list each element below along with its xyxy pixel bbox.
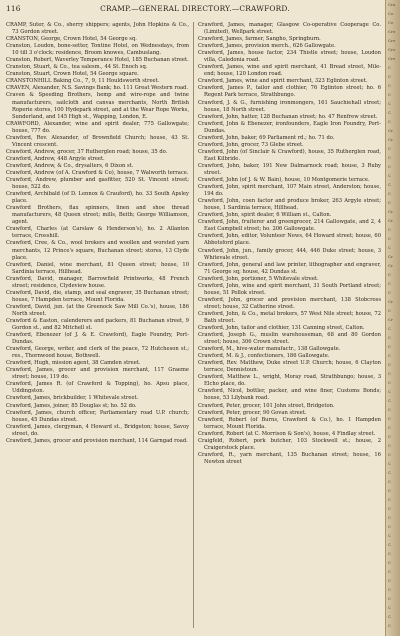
margin-fragment: C bbox=[388, 434, 392, 439]
directory-entry: CRAVEN, Alexander, N.S. Savings Bank; ho. 111 Great Western road. bbox=[6, 85, 189, 92]
margin-fragment: C bbox=[388, 560, 392, 565]
margin-fragment: C bbox=[388, 470, 392, 475]
margin-fragment: C bbox=[388, 443, 392, 448]
margin-fragment: C bbox=[388, 596, 392, 601]
margin-fragment: Cre bbox=[388, 56, 396, 61]
margin-fragment: Ce bbox=[388, 20, 394, 25]
margin-fragment: C bbox=[388, 380, 392, 385]
directory-entry: Crawford, David, jun. (at the Greenock Saw Mill Co.'s), house, 186 North street. bbox=[6, 303, 189, 317]
directory-entry: Crawford, James, house factor, 234 Thistle street; house, Loudon villa, Caledonia road. bbox=[198, 50, 381, 64]
directory-entry: Crawford, John, baker, 191 New Dalmarnock road; house, 3 Ruby street. bbox=[198, 162, 381, 176]
directory-entry: Crawford, John, grocer and provision merchant, 138 Stobcross street; house, 32 Catherine street. bbox=[198, 296, 381, 310]
margin-fragment: C bbox=[388, 290, 392, 295]
directory-entry: Crawford, James, brickbuilder, 1 Whitevale street. bbox=[6, 395, 139, 402]
directory-entry: CRANSTONHILL Baking Co., 7, 9, 11 Houldsworth street. bbox=[6, 78, 160, 85]
margin-fragment: Cre bbox=[388, 38, 396, 43]
directory-entry: Crawford, Rev. Alexander, of Brownfield Church; house, 43 St. Vincent crescent. bbox=[6, 134, 189, 148]
directory-entry: Crawford, Peter, grocer, 101 John street, Bridgeton. bbox=[198, 402, 335, 409]
directory-entry: Crawford, Charles (at Carslaw & Henderson's), ho. 2 Allanton terrace, Crosshill. bbox=[6, 226, 189, 240]
directory-entry: Crawford, John (of Sinclair & Crawford), house, 35 Rutherglen road, East Kilbride. bbox=[198, 148, 381, 162]
directory-entry: Crawford, John, spirit dealer, 6 William st., Calton. bbox=[198, 212, 332, 219]
margin-fragment: C bbox=[388, 551, 392, 556]
directory-entry: Cranston, Loudon, bone-setter, Tontine Hotel, on Wednesdays, from 10 till 3 o'clock; residence, Broom knowes, Cambuslang. bbox=[6, 43, 189, 57]
page-number: 116 bbox=[6, 4, 21, 13]
directory-entry: Crawford, Nicol, bottler, packer, and wine finer, Customs Bonds; house, 53 Lilybank road. bbox=[198, 388, 381, 402]
margin-fragment: C bbox=[388, 272, 392, 277]
margin-fragment: C bbox=[388, 326, 392, 331]
directory-entry: Crawford, Andrew, & Co., drysalters, 6 Dixon st. bbox=[6, 162, 134, 169]
margin-fragment: C bbox=[388, 245, 392, 250]
margin-fragment: C bbox=[388, 74, 392, 79]
margin-fragment: C bbox=[388, 182, 392, 187]
margin-fragment: C bbox=[388, 155, 392, 160]
margin-fragment: C bbox=[388, 335, 392, 340]
left-column bbox=[6, 22, 189, 632]
directory-entry: Crawford, M., hive-water manufactr., 138 Gallowgate. bbox=[198, 346, 341, 353]
column-divider bbox=[193, 22, 194, 628]
directory-entry: Crawford, Robert (at C. Morrison & Son's), house, 4 Findlay street. bbox=[198, 430, 376, 437]
directory-entry: Crawford, John, general and law printer, lithographer and engraver, 71 George sq; house, 42 Dundas st. bbox=[198, 261, 381, 275]
margin-fragment: C bbox=[388, 605, 392, 610]
margin-fragment: Cra bbox=[388, 2, 396, 7]
directory-entry: Crawford, John, & Co., metal brokers, 57 West Nile street; house, 72 Bath street. bbox=[198, 310, 381, 324]
directory-entry: Crawford, Matthew L., wright, Moray road, Strathbungo; house, 3 Elcho place, do. bbox=[198, 374, 381, 388]
margin-fragment: C bbox=[388, 200, 392, 205]
margin-fragment: C bbox=[388, 407, 392, 412]
margin-fragment: C bbox=[388, 515, 392, 520]
directory-entry: Crawford, James, grocer and provision merchant, 114 Garngad road. bbox=[6, 437, 188, 444]
margin-fragment: C bbox=[388, 524, 392, 529]
margin-fragment: C bbox=[388, 614, 392, 619]
directory-entry: Crawford, John, grocer, 73 Glebe street. bbox=[198, 141, 304, 148]
margin-fragment: C bbox=[388, 506, 392, 511]
directory-entry: Crawford & Easton, calenderers and packers, 81 Buchanan street, 9 Gordon st., and 82 Mitchell st. bbox=[6, 317, 189, 332]
margin-fragment: C bbox=[388, 344, 392, 349]
margin-fragment: C bbox=[388, 479, 392, 484]
margin-fragment: Cr bbox=[388, 137, 393, 142]
directory-entry: Crawford, Robert (of Burns, Crawford & Co.), ho. 1 Hampden terrace, Mount Florida. bbox=[198, 416, 381, 430]
directory-entry: Crawford, David, manager, Barrowfield Printworks, 48 French street; residence, Clydeview house. bbox=[6, 275, 189, 289]
right-column bbox=[198, 22, 381, 632]
margin-fragment: Cr bbox=[388, 218, 393, 223]
margin-fragment: C bbox=[388, 569, 392, 574]
directory-entry: Crawford, John, editor, Volunteer News, 64 Howard street; house, 60 Abbotsford place. bbox=[198, 233, 381, 247]
directory-entry: Crawford, Andrew, plumber and gasfitter, 520 St. Vincent street; house, 522 do. bbox=[6, 177, 189, 191]
margin-fragment: C bbox=[388, 353, 392, 358]
margin-fragment: C bbox=[388, 227, 392, 232]
margin-fragment: C bbox=[388, 191, 392, 196]
margin-fragment: C bbox=[388, 461, 392, 466]
directory-entry: Crawford, Archibald (of D. Lennox & Crauford), ho. 33 South Apsley place. bbox=[6, 191, 189, 205]
margin-fragment: C bbox=[388, 623, 392, 628]
directory-entry: Crawford, John, baker, 69 Parliament rd.; ho. 71 do. bbox=[198, 134, 335, 141]
margin-fragment: Co bbox=[388, 11, 394, 16]
directory-entry: Crawford, George, writer, and clerk of the peace, 72 Hutcheson st.; res., Thornwood house, Bothwell. bbox=[6, 346, 189, 360]
margin-fragment: Cr bbox=[388, 263, 393, 268]
directory-entry: Crawford, M. & J., confectioners, 186 Gallowgate. bbox=[198, 353, 330, 360]
directory-entry: Craigfeld, Robert, pork butcher, 103 Stockwell st.; house, 2 Craigerstock place. bbox=[198, 437, 381, 451]
directory-entry: Crawford, John & Ebenezer, ironfounders, Eagle Iron Foundry, Port-Dundas. bbox=[198, 120, 381, 134]
directory-entry: Cranston, Stuart, Crown Hotel, 54 George square. bbox=[6, 71, 139, 78]
margin-fragment: C bbox=[388, 587, 392, 592]
directory-entry: Crawford, James, church officer, Parliamentary road U.P. church; house, 45 Dundas street. bbox=[6, 409, 189, 423]
margin-fragment: C bbox=[388, 173, 392, 178]
directory-entry: Crawford, Peter, grocer, 90 Govan street. bbox=[198, 409, 307, 416]
margin-fragment: C bbox=[388, 578, 392, 583]
margin-fragment: Cr bbox=[388, 299, 393, 304]
directory-entry: Crawford, John (of J. & W. Bain), house, 10 Montgomerie terrace. bbox=[198, 177, 370, 184]
directory-entry: Crawford, Andrew, 448 Argyle street. bbox=[6, 155, 105, 162]
directory-entry: Crawford, John, tailor and clothier, 131 Canning street, Calton. bbox=[198, 325, 365, 332]
margin-fragment: C bbox=[388, 164, 392, 169]
margin-fragment: Cre bbox=[388, 47, 396, 52]
margin-fragment: C bbox=[388, 425, 392, 430]
margin-fragment: Cr bbox=[388, 317, 393, 322]
directory-entry: Crawford, Hugh, mission agent, 38 Camden street. bbox=[6, 360, 141, 367]
margin-fragment: C bbox=[388, 362, 392, 367]
page-title: CRAMP.—GENERAL DIRECTORY.—CRAWFORD. bbox=[100, 4, 290, 13]
margin-fragment: Cr bbox=[388, 254, 393, 259]
margin-fragment: C bbox=[388, 416, 392, 421]
margin-fragment: C bbox=[388, 281, 392, 286]
directory-entry: Crawford, John, jun., family grocer, 444, 446 Duke street; house, 3 Whitevale street. bbox=[198, 247, 381, 261]
margin-fragment: C bbox=[388, 236, 392, 241]
margin-fragment: C bbox=[388, 83, 392, 88]
margin-fragment: Cr bbox=[388, 209, 393, 214]
directory-entry: Cranston, Robert, Waverley Temperance Hotel, 185 Buchanan street. bbox=[6, 57, 189, 64]
margin-fragment: C bbox=[388, 65, 392, 70]
directory-entry: Crawford, Andrew (of A. Crawford & Co), house, 7 Walworth terrace. bbox=[6, 169, 189, 176]
margin-fragment: C bbox=[388, 398, 392, 403]
directory-entry: Crawford Brothers, flax spinners, linen and shoe thread manufacturers, 48 Queen street; mills, Beith; George Williamson, agent. bbox=[6, 205, 189, 226]
directory-entry: Crawford, Ebenezer (of J. & E. Crawford), Eagle Foundry, Port-Dundas. bbox=[6, 332, 189, 346]
margin-fragment: C bbox=[388, 110, 392, 115]
page-header bbox=[6, 4, 384, 16]
directory-entry: Crawford, James R. (of Crawford & Topping), ho. Apsu place, Uddingston. bbox=[6, 381, 189, 395]
directory-entry: Crawford, J. & G., furnishing ironmongers, 161 Sauchiehall street; house, 18 North street. bbox=[198, 99, 381, 113]
margin-fragment: C bbox=[388, 533, 392, 538]
directory-entry: Crawford, James, clergyman, 4 Howard st., Bridgeton; house, Savoy street, do. bbox=[6, 423, 189, 437]
margin-fragment: C bbox=[388, 92, 392, 97]
directory-entry: Crawford, David, die, stamp, and seal engraver, 35 Buchanan street; house, 7 Hampden terrace, Mount Florida. bbox=[6, 289, 189, 303]
margin-fragment: C bbox=[388, 389, 392, 394]
directory-entry: Crawford, James, provision merch., 626 Gallowgate. bbox=[198, 43, 336, 50]
margin-fragment: C bbox=[388, 452, 392, 457]
directory-entry: Crawford, Joseph G., muslin warehouseman, 68 and 80 Gordon street; house, 306 Crown street. bbox=[198, 332, 381, 346]
margin-fragment: C bbox=[388, 101, 392, 106]
margin-fragment: C bbox=[388, 119, 392, 124]
margin-fragment: C bbox=[388, 542, 392, 547]
directory-entry: CRANSTON, George, Crown Hotel, 54 George sq. bbox=[6, 36, 137, 43]
directory-entry: Crawford, Daniel, wine merchant, 81 Queen street; house, 10 Sardinia terrace, Hillhead. bbox=[6, 261, 189, 275]
margin-fragment: Cre bbox=[388, 29, 396, 34]
directory-entry: Crawford, James, grocer and provision merchant, 117 Graeme street; house, 119 do. bbox=[6, 367, 189, 381]
directory-entry: Cranston, Stuart, & Co., tea salesm., 44 St. Enoch sq. bbox=[6, 64, 148, 71]
directory-entry: Crawford, James P., tailor and clothier, 76 Eglinton street; ho. 6 Regent Park terrace, Strathbungo. bbox=[198, 85, 381, 99]
margin-fragment: C bbox=[388, 146, 392, 151]
margin-fragment: C bbox=[388, 308, 392, 313]
directory-entry: Crawford, John, coen factor and produce broker, 263 Argyle street; house, 1 Sardinia terrace, Hillhead. bbox=[198, 198, 381, 212]
directory-entry: Crawford, John, portioner, 5 Whitevale street. bbox=[198, 275, 319, 282]
directory-entry: Crawford, R., yarn merchant, 135 Buchanan street; house, 16 Newton street bbox=[198, 451, 381, 465]
directory-entry: Crawford, James, joiner, 85 Douglas st; ho. 52 do. bbox=[6, 402, 137, 409]
directory-entry: Crawford, James, manager, Glasgow Co-operative Cooperage Co. (Limited), Wellpark street. bbox=[198, 22, 381, 36]
directory-entry: Crawford, James, farmer, Sangho, Springburn. bbox=[198, 36, 321, 43]
margin-fragment: Cr bbox=[388, 128, 393, 133]
directory-entry: Craven & Speeding Brothers, hemp and wire-rope and twine manufacturers, sailcloth and canvas merchants, North British Roperie stores, 100 Hydepark street, and at the Wear Rope Works, Sunderland, and 145 High st., Wapping, London, E. bbox=[6, 92, 189, 120]
directory-entry: Crawford, Andrew, grocer, 37 Rutherglen road; house, 35 do. bbox=[6, 148, 168, 155]
directory-entry: Crawford, James, wine and spirit merchant, 41 Bread street, Mile-end; house, 120 London road. bbox=[198, 64, 381, 78]
margin-fragment: C bbox=[388, 488, 392, 493]
directory-entry: Crawford, James, wine and spirit merchant, 323 Eglinton street. bbox=[198, 78, 368, 85]
directory-entry: CRAWFORD, Alexander, wine and spirit dealer, 775 Gallowgate; house, 777 do. bbox=[6, 120, 189, 134]
margin-fragment: C bbox=[388, 497, 392, 502]
directory-entry: Crawford, John, spirit merchant, 107 Main street, Anderston; house, 194 do. bbox=[198, 184, 381, 198]
margin-fragment: C bbox=[388, 371, 392, 376]
directory-entry: Crawford, John, wine and spirit merchant, 31 South Portland street; house, 51 Pollok street. bbox=[198, 282, 381, 296]
adjacent-page-edge bbox=[385, 0, 400, 636]
directory-entry: Crawford, John, fruiterer and greengrocer, 214 Gallowgate, and 2, 4 East Campbell street; ho. 206 Gallowgate. bbox=[198, 219, 381, 233]
directory-entry: Crawford, Rev. Matthew, Duke street U.P. Church; house, 6 Clayton terrace, Dennistoun. bbox=[198, 360, 381, 374]
directory-entry: Crawford, John, hatter, 128 Buchanan street; ho. 47 Renfrew street. bbox=[198, 113, 378, 120]
directory-entry: Crawford, Cree, & Co., wool brokers and woollen and worsted yarn merchants, 12 Prince's square, Buchanan street; stores, 13 Clyde place. bbox=[6, 240, 189, 261]
directory-entry: CRAMP, Suter, & Co., sherry shippers; agents, John Hopkins & Co., 73 Gordon street. bbox=[6, 22, 189, 36]
